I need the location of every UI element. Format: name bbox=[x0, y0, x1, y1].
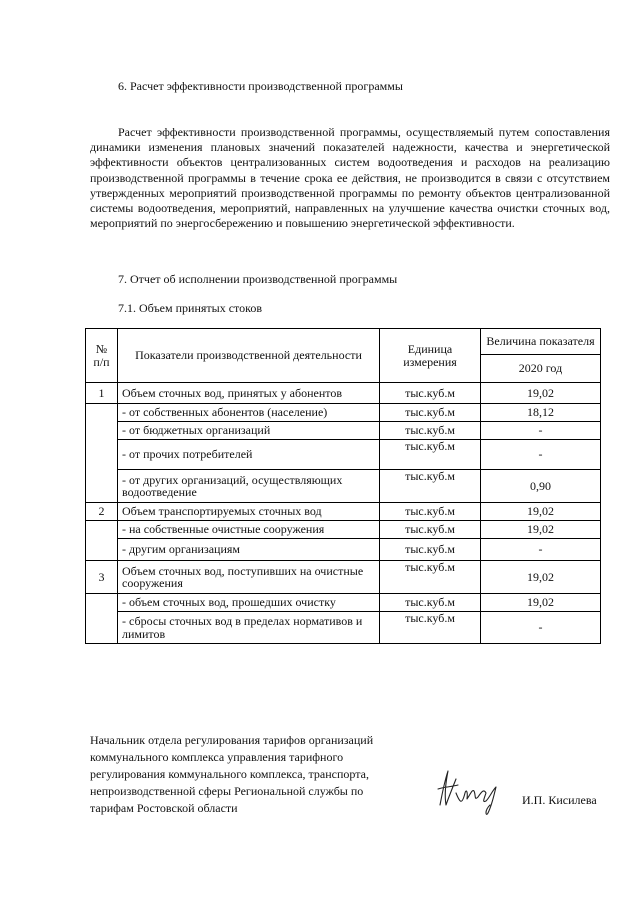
table-row bbox=[86, 612, 601, 644]
signatory-name: И.П. Кисилева bbox=[522, 793, 597, 807]
row-unit: тыс.куб.м bbox=[380, 422, 481, 440]
table-row bbox=[86, 503, 601, 521]
section-7-heading: 7. Отчет об исполнении производственной программы bbox=[118, 272, 398, 286]
row-unit: тыс.куб.м bbox=[380, 539, 481, 561]
section-7-1-subheading: 7.1. Объем принятых стоков bbox=[118, 301, 262, 315]
table-row bbox=[86, 539, 601, 561]
row-value: - bbox=[481, 422, 601, 440]
row-num-empty bbox=[86, 594, 118, 644]
row-unit: тыс.куб.м bbox=[380, 404, 481, 422]
row-num-empty bbox=[86, 404, 118, 503]
signatory-position-line: коммунального комплекса управления тарифного bbox=[90, 750, 344, 764]
row-value: 18,12 bbox=[481, 404, 601, 422]
row-value: 0,90 bbox=[481, 470, 601, 503]
header-num: № п/п bbox=[86, 329, 118, 383]
row-unit: тыс.куб.м bbox=[380, 594, 481, 612]
row-name: Объем сточных вод, поступивших на очистные сооружения bbox=[118, 561, 380, 594]
row-value: 19,02 bbox=[481, 561, 601, 594]
table-row bbox=[86, 440, 601, 470]
table-row bbox=[86, 404, 601, 422]
row-name: - другим организациям bbox=[118, 539, 380, 561]
row-name: - сбросы сточных вод в пределах нормативов и лимитов bbox=[118, 612, 380, 644]
section-6-paragraph: Расчет эффективности производственной программы, осуществляемый путем сопоставления динамики изменения плановых значений показателей надежности, качества и энергетической эффективности объектов централизованных систем водоотведения и расходов на реализацию производственной программы в течение срока ее действия, не производится в связи с отсутствием утвержденных мероприятий производственной программы по ремонту объектов централизованной системы водоотведения, мероприятий, направленных на улучшение качества очистки сточных вод, мероприятий по энергосбережению и повышению энергетической эффективности. bbox=[90, 125, 610, 231]
signatory-position-line: регулирования коммунального комплекса, транспорта, bbox=[90, 767, 369, 781]
header-indicator: Показатели производственной деятельности bbox=[118, 329, 380, 383]
row-num-empty bbox=[86, 521, 118, 561]
row-num: 2 bbox=[86, 503, 118, 521]
table-row bbox=[86, 521, 601, 539]
row-value: 19,02 bbox=[481, 594, 601, 612]
handwritten-signature bbox=[434, 765, 506, 817]
signatory-position bbox=[90, 732, 420, 817]
row-value: 19,02 bbox=[481, 383, 601, 404]
table-row bbox=[86, 470, 601, 503]
row-unit: тыс.куб.м bbox=[380, 521, 481, 539]
signatory-position-line: тарифам Ростовской области bbox=[90, 801, 238, 815]
row-name: - на собственные очистные сооружения bbox=[118, 521, 380, 539]
row-name: Объем сточных вод, принятых у абонентов bbox=[118, 383, 380, 404]
table-row bbox=[86, 383, 601, 404]
row-num: 1 bbox=[86, 383, 118, 404]
table-row bbox=[86, 594, 601, 612]
row-unit: тыс.куб.м bbox=[380, 470, 481, 503]
row-name: Объем транспортируемых сточных вод bbox=[118, 503, 380, 521]
row-name: - объем сточных вод, прошедших очистку bbox=[118, 594, 380, 612]
row-value: - bbox=[481, 612, 601, 644]
row-unit: тыс.куб.м bbox=[380, 383, 481, 404]
accepted-wastewater-table bbox=[85, 328, 601, 644]
row-value: 19,02 bbox=[481, 503, 601, 521]
header-value-group: Величина показателя bbox=[481, 329, 601, 355]
row-value: - bbox=[481, 440, 601, 470]
table-row bbox=[86, 561, 601, 594]
row-unit: тыс.куб.м bbox=[380, 612, 481, 644]
header-year: 2020 год bbox=[481, 355, 601, 383]
header-unit: Единица измерения bbox=[380, 329, 481, 383]
row-name: - от бюджетных организаций bbox=[118, 422, 380, 440]
row-unit: тыс.куб.м bbox=[380, 561, 481, 594]
row-name: - от собственных абонентов (население) bbox=[118, 404, 380, 422]
row-name: - от других организаций, осуществляющих водоотведение bbox=[118, 470, 380, 503]
table-row bbox=[86, 422, 601, 440]
row-value: - bbox=[481, 539, 601, 561]
row-unit: тыс.куб.м bbox=[380, 503, 481, 521]
row-num: 3 bbox=[86, 561, 118, 594]
row-value: 19,02 bbox=[481, 521, 601, 539]
row-unit: тыс.куб.м bbox=[380, 440, 481, 470]
row-name: - от прочих потребителей bbox=[118, 440, 380, 470]
signatory-position-line: Начальник отдела регулирования тарифов организаций bbox=[90, 733, 374, 747]
section-6-heading: 6. Расчет эффективности производственной программы bbox=[118, 79, 403, 93]
signatory-position-line: непроизводственной сферы Региональной службы по bbox=[90, 784, 364, 798]
